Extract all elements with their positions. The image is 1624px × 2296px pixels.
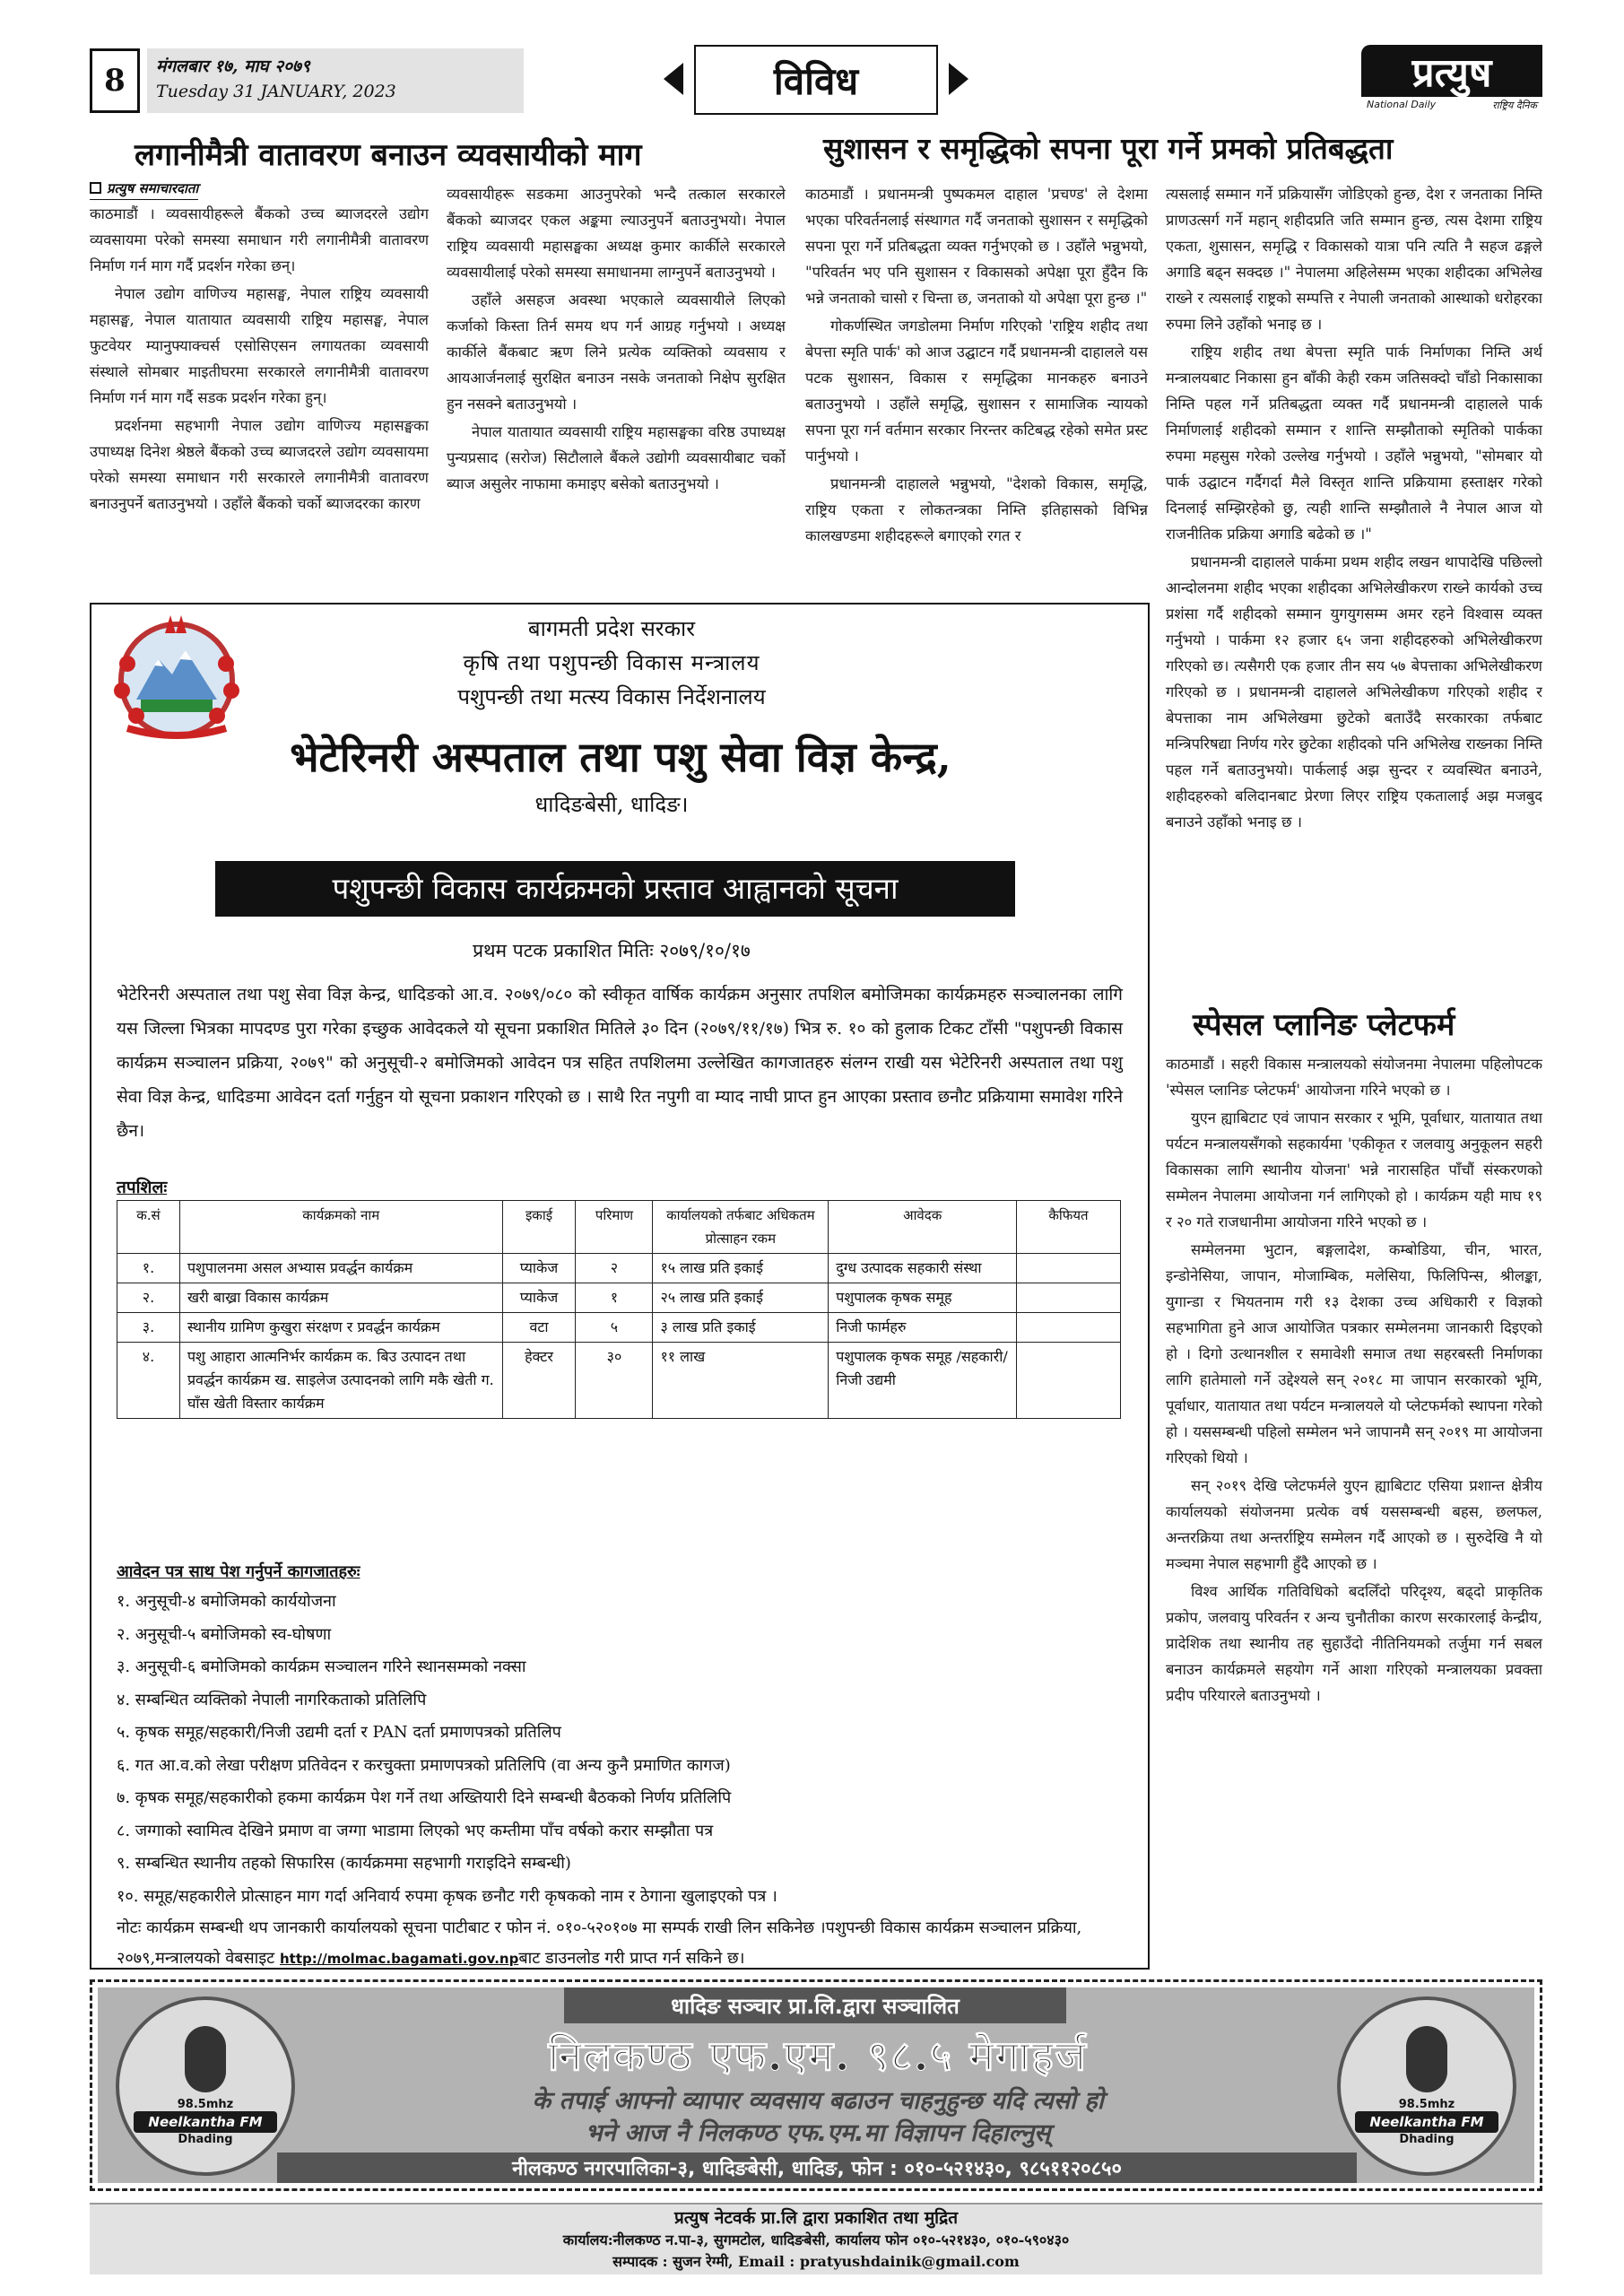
logo-sub <box>1361 99 1542 117</box>
article2-col1 <box>805 181 1148 599</box>
page-header <box>90 45 1542 117</box>
docs-label: आवेदन पत्र साथ पेश गर्नुपर्ने कागजातहरुः <box>117 1562 360 1581</box>
table-cell <box>1017 1343 1121 1419</box>
paragraph: काठमाडौं । प्रधानमन्त्री पुष्पकमल दाहाल 'प्रचण्ड' ले देशमा भएका परिवर्तनलाई संस्थागत गर्दै जनताको सुशासन र समृद्धिको सपना पूरा गर्ने प्रतिबद्धता व्यक्त गर्नुभएको छ । उहाँले भन्नुभयो, "परिवर्तन भए पनि सुशासन र विकासको अपेक्षा पूरा हुँदैन कि भन्ने जनताको चासो र चिन्ता छ, जनताको यो अपेक्षा पूरा हुन्छ ।" <box>805 186 1148 307</box>
table-cell: प्याकेज <box>502 1254 576 1283</box>
table-cell <box>1017 1283 1121 1313</box>
table-cell <box>1017 1254 1121 1283</box>
paragraph: विश्व आर्थिक गतिविधिको बदलिँदो परिदृश्य, बढ्दो प्राकृतिक प्रकोप, जलवायु परिवर्तन र अन्य चुनौतीका कारण सरकारलाई केन्द्रीय, प्रादेशिक तथा स्थानीय तह सुहाउँदो नीतिनियमको तर्जुमा गर्न सबल बनाउन कार्यक्रमले सहयोग गर्ने आशा गरिएको मन्त्रालयका प्रवक्ता प्रदीप परियारले बताउनुभयो । <box>1166 1583 1542 1704</box>
fm-logo-left <box>116 1987 295 2167</box>
banner-line2: भने आज नै निलकण्ठ एफ.एम.मा विज्ञापन दिहाल्नुस् <box>585 2119 1051 2147</box>
table-header-cell: इकाई <box>502 1201 576 1254</box>
table-cell: ३० <box>576 1343 653 1419</box>
date-english: Tuesday 31 JANUARY, 2023 <box>156 82 396 101</box>
footer-line3: सम्पादक : सुजन रेग्मी, Email : pratyushdainik@gmail.com <box>612 2253 1020 2270</box>
table-cell: स्थानीय ग्रामिण कुखुरा संरक्षण र प्रवर्द्धन कार्यक्रम <box>179 1313 502 1343</box>
paragraph: त्यसलाई सम्मान गर्ने प्रक्रियासँग जोडिएको हुन्छ, देश र जनताका निम्ति प्राणउत्सर्ग गर्ने महान् शहीदप्रति जति सम्मान हुन्छ, त्यस देशमा राष्ट्रिय एकता, शुसासन, समृद्धि र विकासको यात्रा पनि त्यति नै सहज ढङ्गले अगाडि बढ्न सक्दछ ।" नेपालमा अहिलेसम्म भएका शहीदका अभिलेख राख्ने र त्यसलाई राष्ट्रको सम्पत्ति र नेपाली जनताको आस्थाको धरोहरका रुपमा लिने उहाँको भनाइ छ । <box>1166 186 1542 333</box>
fm-logo-right <box>1337 1987 1516 2167</box>
table-cell: २ <box>576 1254 653 1283</box>
ad-line1: बागमती प्रदेश सरकार <box>527 616 696 641</box>
byline-square-icon <box>90 182 101 194</box>
doc-item: १. अनुसूची-४ बमोजिमको कार्ययोजना <box>117 1592 336 1611</box>
article1-byline <box>90 179 198 200</box>
table-cell: १ <box>576 1283 653 1313</box>
table-row <box>117 1343 1121 1419</box>
table-cell: प्याकेज <box>502 1283 576 1313</box>
table-cell: ३ लाख प्रति इकाई <box>653 1313 829 1343</box>
section-label: विविध <box>694 45 938 115</box>
doc-item: २. अनुसूची-५ बमोजिमको स्व-घोषणा <box>117 1624 332 1644</box>
doc-item: ८. जग्गाको स्वामित्व देखिने प्रमाण वा जग्गा भाडामा लिएको भए कम्तीमा पाँच वर्षको करार सम्झौता पत्र <box>117 1821 714 1840</box>
banner-address: नीलकण्ठ नगरपालिका-३, धादिङबेसी, धादिङ, फोन : ०१०-५२१४३०, ९८५११२०८५० <box>512 2158 1122 2180</box>
table-cell <box>1017 1313 1121 1343</box>
table-row <box>117 1254 1121 1283</box>
date-box <box>147 48 524 113</box>
table-header-cell: कार्यालयको तर्फबाट अधिकतम प्रोत्साहन रकम <box>653 1201 829 1254</box>
ad-line2: कृषि तथा पशुपन्छी विकास मन्त्रालय <box>463 650 760 675</box>
paragraph: सन् २०१९ देखि प्लेटफर्मले युएन ह्याबिटाट एसिया प्रशान्त क्षेत्रीय कार्यालयको संयोजनमा प्रत्येक वर्ष यससम्बन्धी बहस, छलफल, अन्तरक्रिया तथा अन्तर्राष्ट्रिय सम्मेलन गर्दै आएको छ । सुरुदेखि नै यो मञ्चमा नेपाल सहभागी हुँदै आएको छ । <box>1166 1477 1542 1572</box>
footer-line2: कार्यालय:नीलकण्ठ न.पा-३, सुगमटोल, धादिङबेसी, कार्यालय फोन ०१०-५२१४३०, ०१०-५९०४३० <box>562 2231 1070 2248</box>
table-cell: ५ <box>576 1313 653 1343</box>
table-cell: निजी फार्महरु <box>829 1313 1017 1343</box>
fm-advertisement-banner <box>90 1979 1542 2191</box>
logo-place: Dhading <box>178 2133 233 2146</box>
article1-col1 <box>90 201 429 599</box>
microphone-icon <box>185 2026 226 2092</box>
paragraph: प्रधानमन्त्री दाहालले भन्नुभयो, "देशको विकास, समृद्धि, राष्ट्रिय एकता र लोकतन्त्रका निम्ति इतिहासको विभिन्न कालखण्डमा शहीदहरूले बगाएको रगत र <box>805 475 1148 544</box>
ad-location: धादिङबेसी, धादिङ। <box>534 792 689 817</box>
article1-headline: लगानीमैत्री वातावरण बनाउन व्यवसायीको माग <box>135 137 642 173</box>
logo-name: Neelkantha FM <box>1355 2111 1498 2133</box>
table-cell: दुग्ध उत्पादक सहकारी संस्था <box>829 1254 1017 1283</box>
table-cell: ११ लाख <box>653 1343 829 1419</box>
table-row <box>117 1283 1121 1313</box>
doc-item: ४. सम्बन्धित व्यक्तिको नेपाली नागरिकताको प्रतिलिपि <box>117 1690 427 1709</box>
table-header-cell: कैफियत <box>1017 1201 1121 1254</box>
paragraph: युएन ह्याबिटाट एवं जापान सरकार र भूमि, पूर्वाधार, यातायात तथा पर्यटन मन्त्रालयसँगको सहकार्यमा 'एकीकृत र जलवायु अनुकूलन सहरी विकासका लागि स्थानीय योजना' भन्ने नारासहित पाँचौं संस्करणको सम्मेलन नेपालमा आयोजना गर्न लागिएको हो । कार्यक्रम यही माघ १९ र २० गते राजधानीमा आयोजना गरिने भएको छ । <box>1166 1109 1542 1231</box>
table-cell: खरी बाख्रा विकास कार्यक्रम <box>179 1283 502 1313</box>
paragraph: उहाँले असहज अवस्था भएकाले व्यवसायीले लिएको कर्जाको किस्ता तिर्न समय थप गर्न आग्रह गर्नुभयो । अध्यक्ष कार्कीले बैंकबाट ऋण लिने प्रत्येक व्यक्तिको व्यवसाय र आयआर्जनलाई सुरक्षित बनाउन नसके जनताको निक्षेप सुरक्षित हुन नसक्ने बताउनुभयो । <box>447 291 786 413</box>
table-header-cell: क.सं <box>117 1201 180 1254</box>
article2-headline: सुशासन र समृद्धिको सपना पूरा गर्ने प्रमको प्रतिबद्धता <box>823 131 1394 166</box>
page-number: 8 <box>90 48 140 113</box>
table-cell: वटा <box>502 1313 576 1343</box>
table-cell: १५ लाख प्रति इकाई <box>653 1254 829 1283</box>
fm-logo-circle <box>1337 1996 1516 2176</box>
paragraph: गोकर्णस्थित जगडोलमा निर्माण गरिएको 'राष्ट्रिय शहीद तथा बेपत्ता स्मृति पार्क' को आज उद्घाटन गर्दै प्रधानमन्त्री दाहालले यस पटक सुशासन, विकास र समृद्धिका मानकहरु बनाउने बताउनुभयो । उहाँले समृद्धि, सुशासन र सामाजिक न्यायको सपना पूरा गर्न वर्तमान सरकार निरन्तर कटिबद्ध रहेको समेत प्रस्ट पार्नुभयो । <box>805 317 1148 465</box>
paragraph: प्रदर्शनमा सहभागी नेपाल उद्योग वाणिज्य महासङ्घका उपाध्यक्ष दिनेश श्रेष्ठले बैंकको उच्च ब्याजदरले उद्योग व्यवसायमा परेको समस्या समाधान गरी सरकारले लगानीमैत्री वातावरण बनाउनुपर्ने बताउनुभयो । उहाँले बैंकको चर्को ब्याजदरका कारण <box>90 417 429 512</box>
footer-line1: प्रत्युष नेटवर्क प्रा.लि द्वारा प्रकाशित तथा मुद्रित <box>673 2208 959 2228</box>
table-cell: हेक्टर <box>502 1343 576 1419</box>
government-emblem-icon <box>100 610 253 744</box>
banner-line1: के तपाई आफ्नो व्यापार व्यवसाय बढाउन चाहनुहुन्छ यदि त्यसो हो <box>532 2087 1104 2115</box>
arrow-left-icon <box>664 63 683 95</box>
logo-frequency: 98.5mhz <box>1398 2098 1455 2111</box>
banner-top-strip <box>564 1987 1066 2023</box>
article3-headline: स्पेसल प्लानिङ प्लेटफर्म <box>1193 1007 1455 1043</box>
newspaper-logo <box>1354 45 1542 117</box>
article2-col2 <box>1166 181 1542 997</box>
article1-col2 <box>447 181 786 599</box>
paragraph: राष्ट्रिय शहीद तथा बेपत्ता स्मृति पार्क निर्माणका निम्ति अर्थ मन्त्रालयबाट निकासा हुन बाँकी केही रकम जतिसक्दो चाँडो निकासाका निम्ति पहल गर्ने प्रतिबद्धता व्यक्त गर्दै प्रधानमन्त्री दाहालले पार्क निर्माणलाई शहीदको सम्मान र शान्ति सम्झौताको स्मृतिको पार्कका रुपमा महसुस गरेको उल्लेख गर्नुभयो । उहाँले भन्नुभयो, "सोमबार यो पार्क उद्घाटन गर्दैगर्दा मैले विस्तृत शान्ति प्रक्रियामा हस्ताक्षर गरेको दिनलाई सम्झिरहेको छु, त्यही शान्ति सम्झौताले नै नेपाल आज यो राजनीतिक प्रक्रिया अगाडि बढेको छ ।" <box>1166 344 1542 543</box>
ministry-website-link[interactable]: http://molmac.bagamati.gov.np <box>280 1951 519 1967</box>
logo-place: Dhading <box>1399 2133 1455 2146</box>
logo-main-text: प्रत्युष <box>1361 45 1542 97</box>
note-text: नोटः कार्यक्रम सम्बन्धी थप जानकारी कार्यालयको सूचना पाटीबाट र फोन नं. ०१०-५२०१०७ मा सम्पर्क राखी लिन सकिनेछ ।पशुपन्छी विकास कार्यक्रम सञ्चालन प्रक्रिया, २०७९,मन्त्रालयको वेबसाइट <box>117 1918 1082 1968</box>
table-cell: ३. <box>117 1313 180 1343</box>
logo-name: Neelkantha FM <box>134 2111 276 2133</box>
published-date: प्रथम पटक प्रकाशित मितिः २०७९/१०/१७ <box>473 940 751 961</box>
table-cell: पशुपालनमा असल अभ्यास प्रवर्द्धन कार्यक्रम <box>179 1254 502 1283</box>
ad-body: भेटेरिनरी अस्पताल तथा पशु सेवा विज्ञ केन्द्र, धादिङको आ.व. २०७९/०८० को स्वीकृत वार्षिक कार्यक्रम अनुसार तपशिल बमोजिमका कार्यक्रमहरु सञ्चालनका लागि यस जिल्ला भित्रका मापदण्ड पुरा गरेका इच्छुक आवेदकले यो सूचना प्रकाशित मितिले ३० दिन (२०७९/११/१७) भित्र रु. १० को हुलाक टिकट टाँसी "पशुपन्छी विकास कार्यक्रम सञ्चालन प्रक्रिया, २०७९" को अनुसूची-२ बमोजिमको आवेदन पत्र सहित तपशिलमा उल्लेखित कागजातहरु संलग्न राखी यस भेटेरिनरी अस्पताल तथा पशु सेवा विज्ञ केन्द्र, धादिङमा आवेदन दर्ता गर्नुहुन यो सूचना प्रकाशन गरिएको छ । साथै रित नपुगी वा म्याद नाघी प्राप्त हुन आएका प्रस्ताव छनौट प्रक्रियामा समावेश गरिने छैन। <box>117 985 1123 1141</box>
table-header-cell: परिमाण <box>576 1201 653 1254</box>
table-header-row <box>117 1201 1121 1254</box>
ad-title: भेटेरिनरी अस्पताल तथा पशु सेवा विज्ञ केन्द्र, <box>290 733 951 781</box>
ad-line3: पशुपन्छी तथा मत्स्य विकास निर्देशनालय <box>457 684 766 709</box>
logo-sub-right: राष्ट्रिय दैनिक <box>1492 100 1537 111</box>
table-cell: पशुपालक कृषक समूह /सहकारी/ निजी उद्यमी <box>829 1343 1017 1419</box>
table-cell: १. <box>117 1254 180 1283</box>
paragraph: व्यवसायीहरू सडकमा आउनुपरेको भन्दै तत्काल सरकारले बैंकको ब्याजदर एकल अङ्कमा ल्याउनुपर्ने बताउनुभयो। नेपाल राष्ट्रिय व्यवसायी महासङ्घका अध्यक्ष कुमार कार्कीले सरकारले व्यवसायीलाई परेको समस्या समाधानमा लाग्नुपर्ने बताउनुभयो । <box>447 186 786 281</box>
table-header-cell: कार्यक्रमको नाम <box>179 1201 502 1254</box>
section-label-box <box>664 45 968 117</box>
banner-title: निलकण्ठ एफ.एम. ९८.५ मेगाहर्ज <box>548 2031 1088 2080</box>
tapsil-label: तपशिलः <box>117 1178 168 1197</box>
doc-item: ३. अनुसूची-६ बमोजिमको कार्यक्रम सञ्चालन गरिने स्थानसम्मको नक्सा <box>117 1657 526 1676</box>
program-table <box>117 1200 1121 1419</box>
paragraph: काठमाडौं । सहरी विकास मन्त्रालयको संयोजनमा नेपालमा पहिलोपटक 'स्पेसल प्लानिङ प्लेटफर्म' आयोजना गरिने भएको छ । <box>1166 1056 1542 1099</box>
table-cell: २. <box>117 1283 180 1313</box>
table-row <box>117 1313 1121 1343</box>
docs-section <box>117 1559 1130 1974</box>
date-nepali: मंगलबार १७, माघ २०७९ <box>156 57 310 76</box>
page-footer <box>90 2203 1542 2274</box>
ad-note <box>117 1913 1130 1974</box>
banner-top-line: धादिङ सञ्चार प्रा.लि.द्वारा सञ्चालित <box>671 1993 960 2019</box>
paragraph: काठमाडौं । व्यवसायीहरूले बैंकको उच्च ब्याजदरले उद्योग व्यवसायमा परेको समस्या समाधान गरी लगानीमैत्री वातावरण निर्माण गर्न माग गर्दै प्रदर्शन गरेका छन्। <box>90 205 429 274</box>
doc-item: ९. सम्बन्धित स्थानीय तहको सिफारिस (कार्यक्रममा सहभागी गराइदिने सम्बन्धी) <box>117 1854 571 1873</box>
paragraph: प्रधानमन्त्री दाहालले पार्कमा प्रथम शहीद लखन थापादेखि पछिल्लो आन्दोलनमा शहीद भएका शहीदका अभिलेखीकरण राख्ने कार्यको उच्च प्रशंसा गर्दै शहीदको सम्मान युगयुगसम्म अमर रहने विश्वास व्यक्त गर्नुभयो । पार्कमा १२ हजार ६५ जना शहीदहरुको अभिलेखीकरण गरिएको छ। त्यसैगरी एक हजार तीन सय ५७ बेपत्ताका अभिलेखीकरण गरिएको छ । प्रधानमन्त्री दाहालले अभिलेखीकण गरिएको शहीद र बेपत्ताका नाम अभिलेखमा छुटेको बताउँदै सरकारका तर्फबाट मन्त्रिपरिषद्या निर्णय गरेर छुटेका शहीदको पनि अभिलेख राख्नका निम्ति पहल गर्ने बताउनुभयो। पार्कलाई अझ सुन्दर र व्यवस्थित बनाउने, शहीदहरुको बलिदानबाट प्रेरणा लिएर राष्ट्रिय एकतालाई अझ मजबुद बनाउने उहाँको भनाइ छ । <box>1166 553 1542 831</box>
paragraph: नेपाल उद्योग वाणिज्य महासङ्घ, नेपाल राष्ट्रिय व्यवसायी महासङ्घ, नेपाल यातायात व्यवसायी राष्ट्रिय महासङ्घ, नेपाल फुटवेयर म्यानुफ्याक्चर्स एसोसिएसन लगायतका व्यवसायी संस्थाले सोमबार माइतीघरमा सरकारले लगानीमैत्री वातावरण निर्माण गर्न माग गर्दै सडक प्रदर्शन गरेका हुन्। <box>90 285 429 406</box>
table-cell: पशु आहारा आत्मनिर्भर कार्यक्रम क. बिउ उत्पादन तथा प्रवर्द्धन कार्यक्रम ख. साइलेज उत्पादनको लागि मकै खेती ग. घाँस खेती विस्तार कार्यक्रम <box>179 1343 502 1419</box>
doc-item: ७. कृषक समूह/सहकारीको हकमा कार्यक्रम पेश गर्ने तथा अख्तियारी दिने सम्बन्धी बैठकको निर्णय प्रतिलिपि <box>117 1788 732 1807</box>
byline-text: प्रत्युष समाचारदाता <box>107 180 199 196</box>
doc-item: ६. गत आ.व.को लेखा परीक्षण प्रतिवेदन र करचुक्ता प्रमाणपत्रको प्रतिलिपि (वा अन्य कुनै प्रमाणित कागज) <box>117 1755 731 1775</box>
table-cell: पशुपालक कृषक समूह <box>829 1283 1017 1313</box>
paragraph: सम्मेलनमा भुटान, बङ्गलादेश, कम्बोडिया, चीन, भारत, इन्डोनेसिया, जापान, मोजाम्बिक, मलेसिया, फिलिपिन्स, श्रीलङ्का, युगान्डा र भियतनाम गरी १३ देशका उच्च अधिकारी र विज्ञको सहभागिता हुने आज आयोजित पत्रकार सम्मेलनमा जानकारी दिइएको हो । दिगो उत्थानशील र समावेशी समाज तथा सहरबस्ती निर्माणका लागि हातेमालो गर्ने उद्देश्यले सन् २०१८ मा जापान सरकारको भूमि, पूर्वाधार, यातायात तथा पर्यटन मन्त्रालयले यो प्लेटफर्मको स्थापना गरेको हो । यससम्बन्धी पहिलो सम्मेलन भने जापानमै सन् २०१९ मा आयोजना गरिएको थियो । <box>1166 1241 1542 1466</box>
article3-body <box>1166 1051 1542 1970</box>
logo-sub-left: National Daily <box>1367 99 1437 110</box>
fm-logo-circle <box>116 1996 295 2176</box>
banner-address-strip <box>277 2152 1357 2183</box>
arrow-right-icon <box>949 63 968 95</box>
paragraph: नेपाल यातायात व्यवसायी राष्ट्रिय महासङ्घका वरिष्ठ उपाध्यक्ष पुन्यप्रसाद (सरोज) सिटौलाले बैंकले उद्योगी व्यवसायीबाट चर्को ब्याज असुलेर नाफामा कमाइए बसेको बताउनुभयो । <box>447 423 786 492</box>
table-cell: २५ लाख प्रति इकाई <box>653 1283 829 1313</box>
note-end: बाट डाउनलोड गरी प्राप्त गर्न सकिने छ। <box>518 1949 745 1968</box>
doc-item: ५. कृषक समूह/सहकारी/निजी उद्यमी दर्ता र PAN दर्ता प्रमाणपत्रको प्रतिलिप <box>117 1723 561 1742</box>
microphone-icon <box>1406 2026 1447 2092</box>
notice-title-bar: पशुपन्छी विकास कार्यक्रमको प्रस्ताव आह्वानको सूचना <box>215 861 1015 917</box>
table-cell: ४. <box>117 1343 180 1419</box>
table-header-cell: आवेदक <box>829 1201 1017 1254</box>
logo-frequency: 98.5mhz <box>177 2098 234 2111</box>
doc-item: १०. समूह/सहकारीले प्रोत्साहन माग गर्दा अनिवार्य रुपमा कृषक छनौट गरी कृषकको नाम र ठेगाना खुलाइएको पत्र । <box>117 1886 777 1906</box>
government-notice-ad <box>90 603 1150 1970</box>
